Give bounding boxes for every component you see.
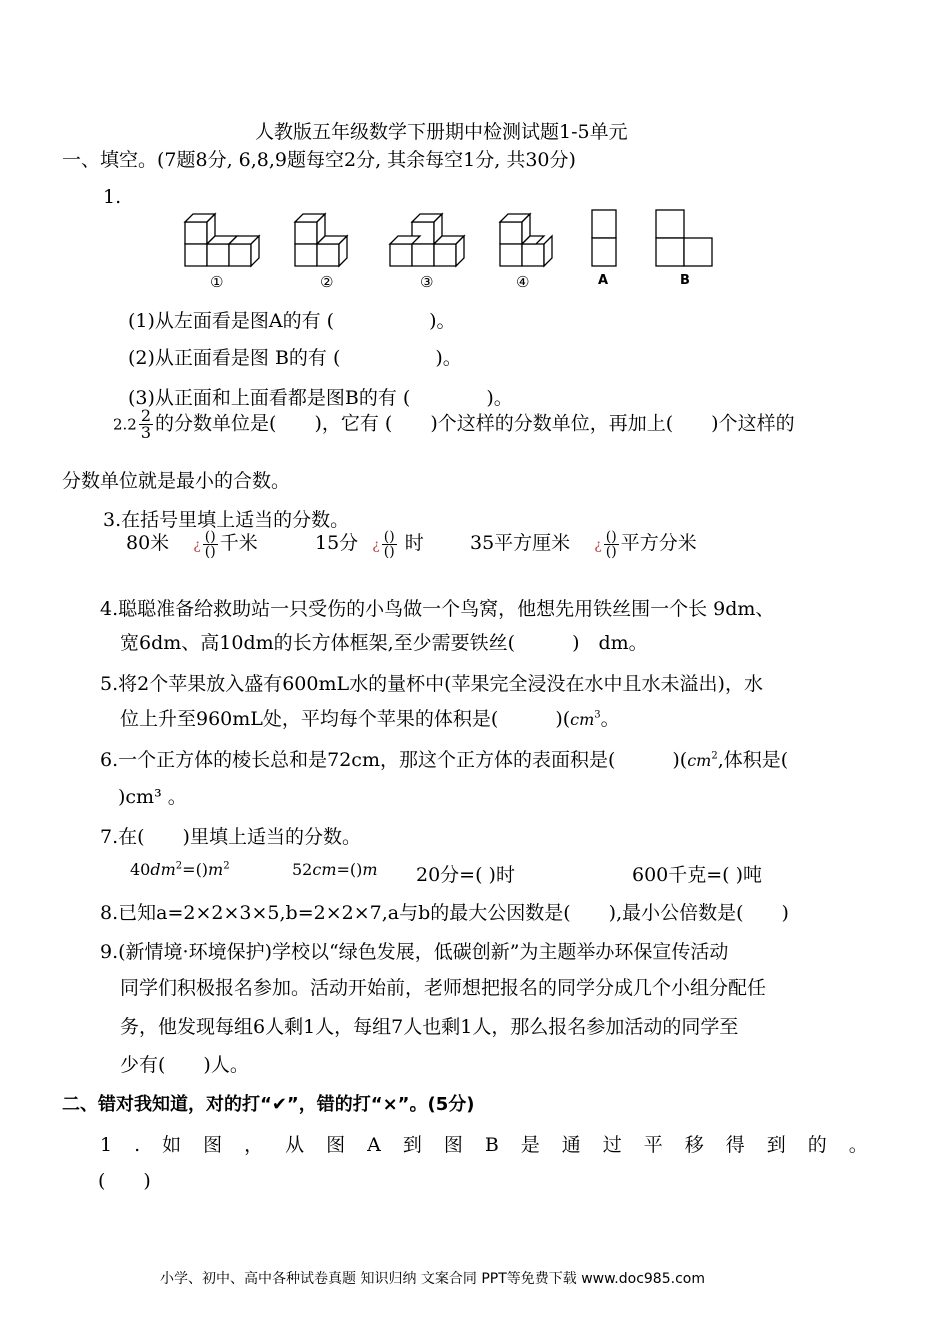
- page-title: 人教版五年级数学下册期中检测试题1-5单元: [255, 121, 628, 143]
- q3-item1: [126, 528, 258, 559]
- q7-item1-exp2: 2: [223, 860, 230, 872]
- q3-item3-mark: ¿: [594, 537, 602, 553]
- q1-number: 1.: [103, 186, 122, 208]
- q3-item2-blank-den: (): [383, 543, 395, 560]
- q3-item3: [470, 528, 697, 559]
- q1-sub3: (3)从正面和上面看都是图B的有 ( )。: [128, 387, 513, 409]
- q4-line1: 4.聪聪准备给救助站一只受伤的小鸟做一个鸟窝，他想先用铁丝围一个长 9dm、: [100, 598, 775, 620]
- q5-unit-exp: 3: [594, 709, 601, 721]
- q3-item2-blank-num: (): [383, 528, 395, 545]
- cube-figures-svg: [180, 205, 720, 300]
- q5-unit: cm: [570, 710, 595, 729]
- q7-item2-num: 52: [292, 860, 313, 879]
- figure-label-4: ④: [516, 273, 530, 291]
- q7-item1-mid: =(): [182, 860, 209, 879]
- figure-A: [592, 210, 616, 266]
- q3-item1-mark: ¿: [193, 537, 201, 553]
- figure-1: [185, 214, 259, 266]
- figure-label-3: ③: [420, 273, 434, 291]
- q1-sub2: (2)从正面看是图 B的有 ( )。: [128, 347, 462, 369]
- figure-label-1: ①: [210, 273, 224, 291]
- q2-fraction: [139, 408, 153, 441]
- page-footer: 小学、初中、高中各种试卷真题 知识归纳 文案合同 PPT等免费下载 www.doc985.com: [160, 1271, 705, 1287]
- s2-q1-line1: 1.如图，从图A到图B是通过平移得到的。: [100, 1134, 890, 1156]
- q3-item3-blank: [604, 530, 619, 559]
- q7-item1-unit2: m: [208, 860, 224, 879]
- q7-item1-unit: dm: [150, 860, 176, 879]
- q7-item1: [130, 860, 230, 879]
- q3-item1-blank: [203, 530, 218, 559]
- q3-item3-blank-den: (): [605, 543, 617, 560]
- q7-item2-unit2: m: [362, 860, 378, 879]
- q5-line2: [120, 704, 620, 731]
- q3-item2-mark: ¿: [372, 537, 380, 553]
- q3-item1-post: 千米: [219, 532, 258, 554]
- q3-item3-pre: 35平方厘米: [470, 532, 571, 554]
- q3-text: 3.在括号里填上适当的分数。: [103, 509, 350, 531]
- q3-item2-blank: [382, 530, 397, 559]
- q9-line2: 同学们积极报名参加。活动开始前，老师想把报名的同学分成几个小组分配任: [120, 977, 767, 999]
- q7-item2-unit: cm: [312, 860, 337, 879]
- q3-item1-blank-num: (): [204, 528, 216, 545]
- q2-frac-den: 3: [140, 423, 152, 442]
- q2-prefix: 2.2: [113, 415, 137, 434]
- q3-item1-blank-den: (): [204, 543, 216, 560]
- q7-item2-mid: =(): [336, 860, 363, 879]
- q3-item3-post: 平方分米: [620, 532, 697, 554]
- q9-line1: 9.(新情境·环境保护)学校以“绿色发展，低碳创新”为主题举办环保宣传活动: [100, 941, 729, 963]
- q6-line1: [100, 745, 788, 772]
- q7-item3: 20分=( )时: [416, 864, 515, 886]
- figure-label-A: A: [598, 273, 609, 288]
- q5-line1: 5.将2个苹果放入盛有600mL水的量杯中(苹果完全浸没在水中且水未溢出)，水: [100, 673, 763, 695]
- q7-text: 7.在( )里填上适当的分数。: [100, 826, 361, 848]
- q7-item4: 600千克=( )吨: [632, 864, 763, 886]
- q6-unit: cm: [687, 751, 712, 770]
- q3-item1-pre: 80米: [126, 532, 170, 554]
- figure-3: [390, 214, 464, 266]
- q7-item1-exp: 2: [175, 860, 183, 872]
- cube-figures: [180, 205, 720, 300]
- q3-item2-pre: 15分: [315, 532, 359, 554]
- section1-heading: 一、填空。(7题8分, 6,8,9题每空2分, 其余每空1分, 共30分): [62, 149, 576, 171]
- q3-item2: [315, 528, 424, 559]
- q2-line2: 分数单位就是最小的合数。: [62, 470, 291, 492]
- q2-line1: [113, 408, 795, 441]
- q3-item2-post: 时: [404, 532, 424, 554]
- q6-line1-end: ,体积是(: [717, 749, 789, 771]
- q4-line2: 宽6dm、高10dm的长方体框架,至少需要铁丝( ) dm。: [120, 632, 648, 654]
- q7-item2: [292, 860, 378, 879]
- q2-frac-num: 2: [140, 406, 152, 425]
- q2-text: 的分数单位是( )，它有 ( )个这样的分数单位，再加上( )个这样的: [155, 412, 795, 435]
- q6-unit-exp: 2: [711, 750, 718, 762]
- q3-item3-blank-num: (): [605, 528, 617, 545]
- section2-heading: 二、错对我知道，对的打“✔”，错的打“×”。(5分): [62, 1094, 475, 1115]
- q9-line3: 务，他发现每组6人剩1人，每组7人也剩1人，那么报名参加活动的同学至: [120, 1016, 739, 1038]
- q9-line4: 少有( )人。: [120, 1054, 249, 1076]
- q5-line2-end: 。: [600, 708, 620, 730]
- figure-label-2: ②: [320, 273, 334, 291]
- q6-line2: )cm³ 。: [118, 786, 187, 808]
- q7-item1-num: 40: [130, 860, 151, 879]
- q6-line1-pre: 6.一个正方体的棱长总和是72cm，那这个正方体的表面积是( )(: [100, 749, 688, 771]
- q5-line2-pre: 位上升至960mL处，平均每个苹果的体积是( )(: [120, 708, 571, 730]
- figure-B: [656, 210, 712, 266]
- q1-sub1: (1)从左面看是图A的有 ( )。: [128, 310, 456, 332]
- q8-text: 8.已知a=2×2×3×5,b=2×2×7,a与b的最大公因数是( ),最小公倍数是( ): [100, 902, 789, 924]
- figure-2: [295, 214, 347, 266]
- figure-4: [500, 214, 552, 266]
- figure-label-B: B: [680, 273, 690, 288]
- s2-q1-line2: ( ): [98, 1170, 151, 1192]
